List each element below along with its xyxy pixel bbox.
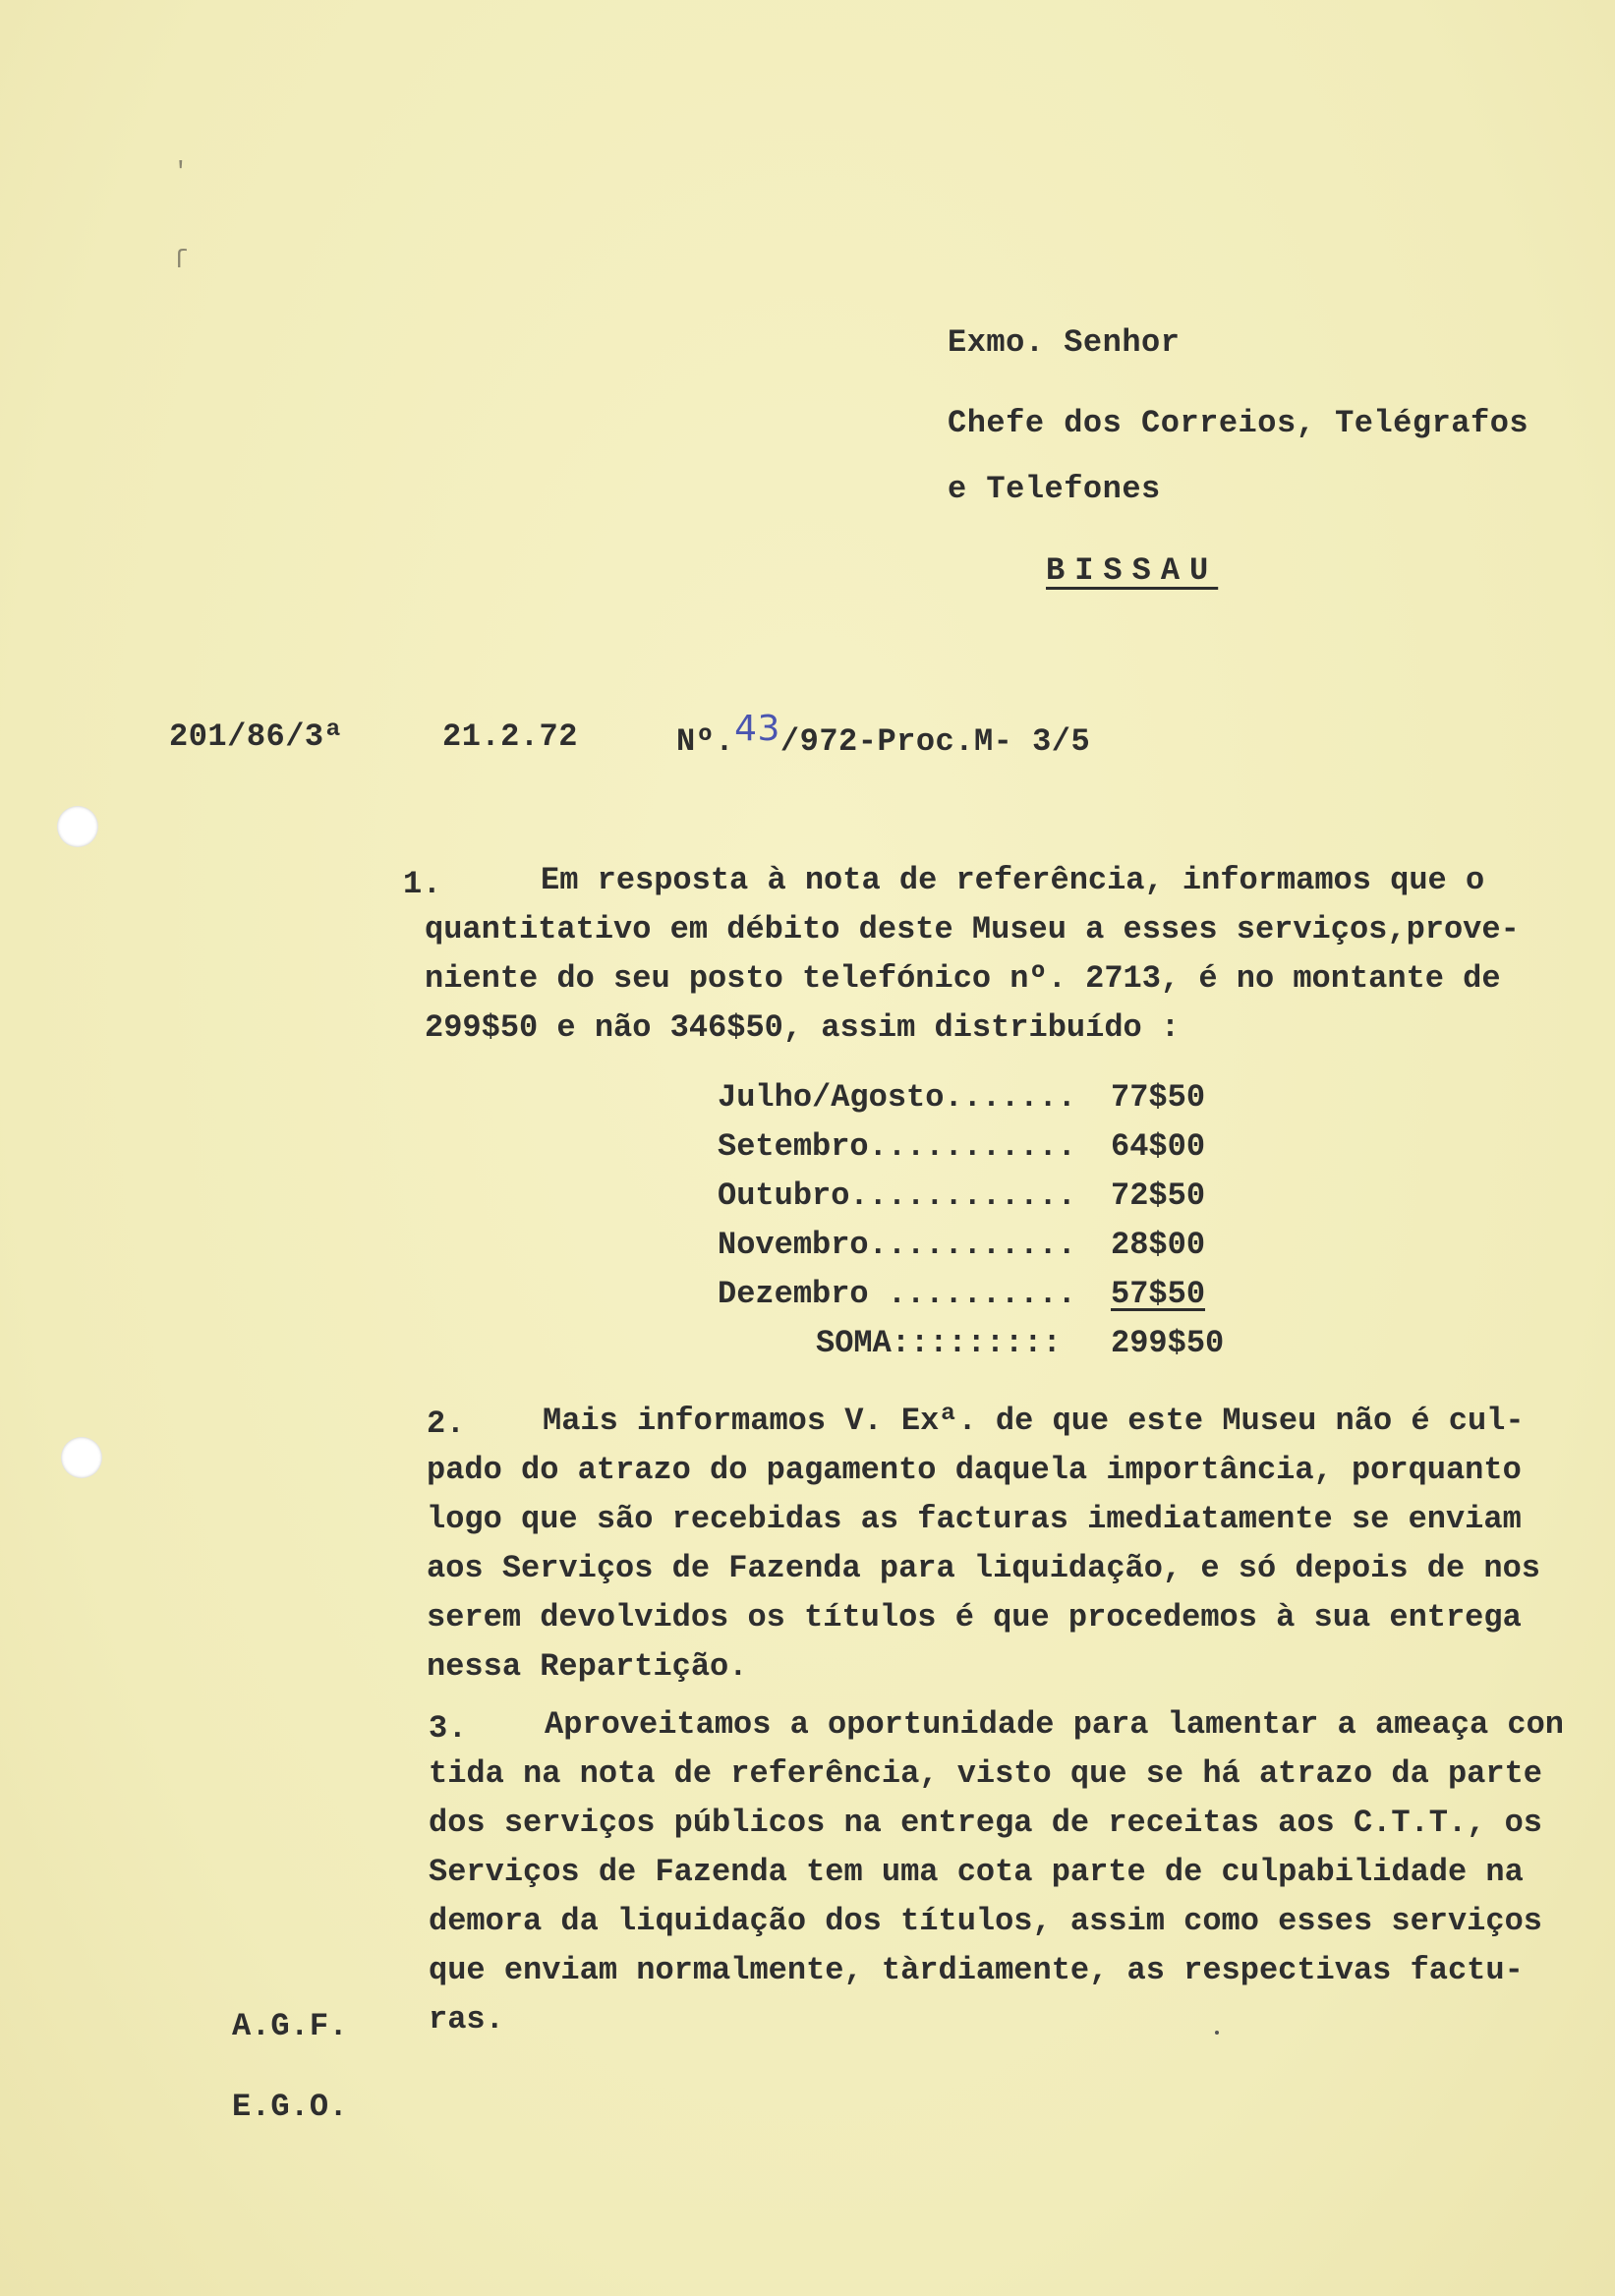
ink-speck <box>1215 2031 1219 2035</box>
table-total-amount: 299$50 <box>1111 1325 1225 1361</box>
initials-line-1: A.G.F. <box>232 2008 349 2044</box>
addressee-salutation: Exmo. Senhor <box>948 324 1181 361</box>
table-row-label: Julho/Agosto....... <box>718 1079 1076 1116</box>
table-row-amount: 28$00 <box>1111 1227 1206 1263</box>
reference-date: 21.2.72 <box>442 718 578 755</box>
paragraph-3-line: ras. <box>429 2001 504 2038</box>
paragraph-3-line: Serviços de Fazenda tem uma cota parte de culpabilidade na <box>429 1854 1524 1890</box>
paragraph-1-line: Em resposta à nota de referência, informamos que o <box>541 862 1485 898</box>
paragraph-2-line: serem devolvidos os títulos é que procedemos à sua entrega <box>427 1599 1522 1636</box>
table-row-amount: 77$50 <box>1111 1079 1206 1116</box>
table-row-label: Setembro........... <box>718 1128 1076 1165</box>
paragraph-2-line: pado do atrazo do pagamento daquela importância, porquanto <box>427 1452 1522 1488</box>
margin-mark: ſ <box>173 246 189 275</box>
addressee-line-2: e Telefones <box>948 471 1161 507</box>
punch-hole-bottom <box>61 1437 102 1478</box>
reference-code: 201/86/3ª <box>169 718 344 755</box>
paragraph-3-number: 3. <box>429 1710 468 1747</box>
reference-number-suffix: /972-Proc.M- 3/5 <box>779 723 1091 760</box>
paragraph-1-line: quantitativo em débito deste Museu a esses serviços,prove- <box>425 911 1520 947</box>
reference-number-handwritten: 43 <box>734 709 780 749</box>
paragraph-1-line: niente do seu posto telefónico nº. 2713, é no montante de <box>425 960 1501 997</box>
paragraph-1-number: 1. <box>403 866 442 902</box>
paragraph-2-line: nessa Repartição. <box>427 1648 748 1685</box>
table-total-label: SOMA::::::::: <box>816 1325 1062 1361</box>
paragraph-2-line: Mais informamos V. Exª. de que este Museu não é cul- <box>543 1403 1525 1439</box>
paragraph-3-line: dos serviços públicos na entrega de receitas aos C.T.T., os <box>429 1805 1542 1841</box>
margin-mark: ' <box>173 157 189 187</box>
paragraph-3-line: tida na nota de referência, visto que se há atrazo da parte <box>429 1755 1542 1792</box>
reference-number <box>676 709 1091 760</box>
paragraph-1-line: 299$50 e não 346$50, assim distribuído : <box>425 1009 1181 1046</box>
table-row-label: Outubro............ <box>718 1177 1076 1214</box>
paragraph-2-line: aos Serviços de Fazenda para liquidação, e só depois de nos <box>427 1550 1540 1586</box>
paragraph-2-number: 2. <box>427 1406 466 1442</box>
reference-number-prefix: Nº. <box>676 723 735 760</box>
addressee-city: BISSAU <box>1046 552 1219 589</box>
table-row-amount: 72$50 <box>1111 1177 1206 1214</box>
initials-line-2: E.G.O. <box>232 2089 349 2125</box>
table-row-label: Novembro........... <box>718 1227 1076 1263</box>
table-row-amount: 64$00 <box>1111 1128 1206 1165</box>
paragraph-3-line: Aproveitamos a oportunidade para lamentar a ameaça con <box>545 1706 1564 1743</box>
paragraph-2-line: logo que são recebidas as facturas imediatamente se enviam <box>427 1501 1522 1537</box>
table-row-label: Dezembro .......... <box>718 1276 1076 1312</box>
addressee-line-1: Chefe dos Correios, Telégrafos <box>948 405 1529 441</box>
paragraph-3-line: que enviam normalmente, tàrdiamente, as respectivas factu- <box>429 1952 1524 1988</box>
table-row-amount: 57$50 <box>1111 1276 1206 1312</box>
punch-hole-top <box>57 806 98 847</box>
paragraph-3-line: demora da liquidação dos títulos, assim como esses serviços <box>429 1903 1542 1939</box>
